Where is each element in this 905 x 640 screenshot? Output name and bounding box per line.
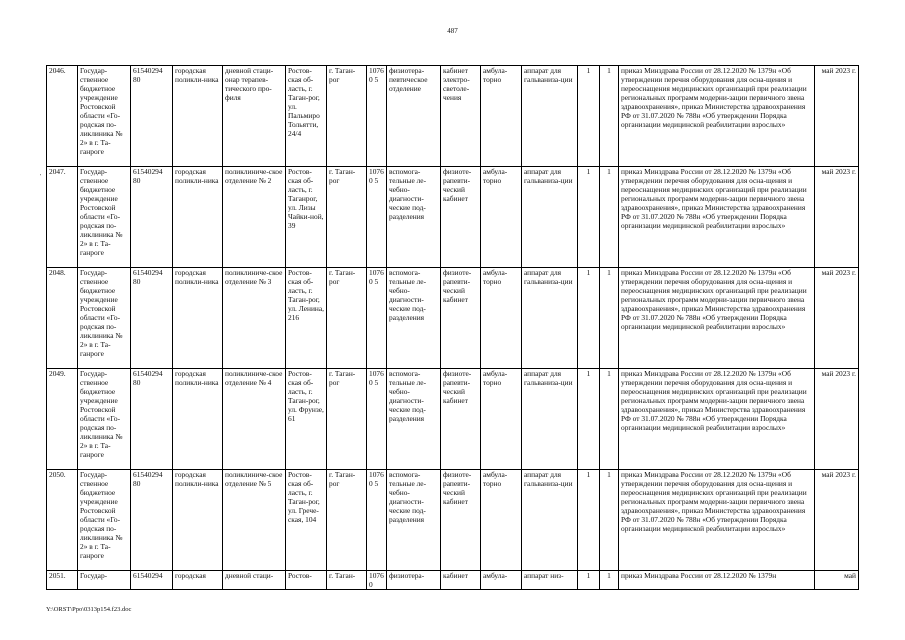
cell-conditions: амбула-торно <box>481 268 522 369</box>
cell-department: дневной стаци- <box>223 571 286 590</box>
cell-postal-code: 10760 5 <box>367 66 387 167</box>
cell-city: г. Таган-рог <box>327 268 367 369</box>
cell-postal-code: 10760 5 <box>367 369 387 470</box>
cell-department: поликлиниче-ское отделение № 2 <box>223 167 286 268</box>
cell-org-type: городская поликли-ника <box>173 470 223 571</box>
cell-date: май 2023 г. <box>815 369 859 470</box>
cell-conditions: амбула- <box>481 571 522 590</box>
page-number: 487 <box>447 27 458 35</box>
cell-row-number: 2049. <box>47 369 78 470</box>
table-row <box>47 470 859 571</box>
cell-legal-basis: приказ Минздрава России от 28.12.2020 № 1379н «Об утверждении перечня оборудования для осна-щения и переоснащения медицинских организаций при реализации региональных программ модерни-зации первичного звена здравоохранения», приказ Министерства здравоохранения РФ от 31.07.2020 № 788н «Об утверждении Порядка организации медицинской реабилитации взрослых» <box>619 369 815 470</box>
cell-city: г. Таган-рог <box>327 470 367 571</box>
cell-organization-name: Государ-ственное бюджетное учреждение Ростовской области «Го-родская по-ликлиника № 2» в г. Та-ганроге <box>78 470 131 571</box>
cell-postal-code: 10760 5 <box>367 167 387 268</box>
cell-address: Ростов-ская об-ласть, г. Таган-рог, ул. Фрунзе, 61 <box>286 369 327 470</box>
table-row <box>47 167 859 268</box>
cell-room: физиоте-рапевти-ческий кабинет <box>441 167 481 268</box>
cell-department: поликлиниче-ское отделение № 3 <box>223 268 286 369</box>
cell-date: май <box>815 571 859 590</box>
cell-room: физиоте-рапевти-ческий кабинет <box>441 369 481 470</box>
cell-room: кабинет <box>441 571 481 590</box>
cell-date: май 2023 г. <box>815 268 859 369</box>
cell-date: май 2023 г. <box>815 470 859 571</box>
table-row <box>47 66 859 167</box>
cell-unit: вспомога-тельные ле-чебно-диагности-ческие под-разделения <box>387 268 441 369</box>
cell-organization-name: Государ-ственное бюджетное учреждение Ростовской области «Го-родская по-ликлиника № 2» в г. Та-ганроге <box>78 369 131 470</box>
cell-conditions: амбула-торно <box>481 470 522 571</box>
cell-address: Ростов-ская об-ласть, г. Таган-рог, ул. Пальмиро Тольятти, 24/4 <box>286 66 327 167</box>
equipment-table <box>46 65 859 590</box>
cell-conditions: амбула-торно <box>481 66 522 167</box>
cell-organization-name: Государ-ственное бюджетное учреждение Ростовской области «Го-родская по-ликлиника № 2» в г. Та-ганроге <box>78 268 131 369</box>
cell-equipment: аппарат для гальваниза-ции <box>522 369 578 470</box>
cell-org-type: городская поликли-ника <box>173 268 223 369</box>
cell-quantity-1: 1 <box>578 66 600 167</box>
cell-org-type: городская поликли-ника <box>173 167 223 268</box>
cell-address: Ростов- <box>286 571 327 590</box>
cell-legal-basis: приказ Минздрава России от 28.12.2020 № 1379н <box>619 571 815 590</box>
cell-legal-basis: приказ Минздрава России от 28.12.2020 № 1379н «Об утверждении перечня оборудования для осна-щения и переоснащения медицинских организаций при реализации региональных программ модерни-зации первичного звена здравоохранения», приказ Министерства здравоохранения РФ от 31.07.2020 № 788н «Об утверждении Порядка организации медицинской реабилитации взрослых» <box>619 167 815 268</box>
cell-unit: вспомога-тельные ле-чебно-диагности-ческие под-разделения <box>387 470 441 571</box>
table-row <box>47 268 859 369</box>
cell-legal-basis: приказ Минздрава России от 28.12.2020 № 1379н «Об утверждении перечня оборудования для осна-щения и переоснащения медицинских организаций при реализации региональных программ модерни-зации первичного звена здравоохранения», приказ Министерства здравоохранения РФ от 31.07.2020 № 788н «Об утверждении Порядка организации медицинской реабилитации взрослых» <box>619 66 815 167</box>
cell-conditions: амбула-торно <box>481 369 522 470</box>
margin-mark: ' <box>40 174 42 180</box>
cell-row-number: 2047. <box>47 167 78 268</box>
cell-quantity-1: 1 <box>578 470 600 571</box>
cell-address: Ростов-ская об-ласть, г. Таган-рог, ул. Грече-ская, 104 <box>286 470 327 571</box>
cell-room: физиоте-рапевти-ческий кабинет <box>441 268 481 369</box>
cell-unit: вспомога-тельные ле-чебно-диагности-ческие под-разделения <box>387 369 441 470</box>
cell-org-type: городская поликли-ника <box>173 66 223 167</box>
cell-org-code: 61540294 80 <box>131 167 173 268</box>
cell-quantity-1: 1 <box>578 167 600 268</box>
cell-row-number: 2048. <box>47 268 78 369</box>
cell-unit: вспомога-тельные ле-чебно-диагности-ческие под-разделения <box>387 167 441 268</box>
cell-quantity-2: 1 <box>600 369 619 470</box>
cell-equipment: аппарат для гальваниза-ции <box>522 66 578 167</box>
cell-address: Ростов-ская об-ласть, г. Таган-рог, ул. Ленина, 216 <box>286 268 327 369</box>
cell-equipment: аппарат для гальваниза-ции <box>522 268 578 369</box>
cell-org-type: городская <box>173 571 223 590</box>
cell-org-type: городская поликли-ника <box>173 369 223 470</box>
cell-room: физиоте-рапевти-ческий кабинет <box>441 470 481 571</box>
cell-organization-name: Государ- <box>78 571 131 590</box>
cell-quantity-2: 1 <box>600 66 619 167</box>
cell-org-code: 61540294 80 <box>131 66 173 167</box>
table-row <box>47 369 859 470</box>
cell-city: г. Таган-рог <box>327 369 367 470</box>
cell-equipment: аппарат для гальваниза-ции <box>522 167 578 268</box>
cell-department: дневной стаци-онар терапев-тического про-филя <box>223 66 286 167</box>
cell-address: Ростов-ская об-ласть, г. Таганрог, ул. Лизы Чайки-ной, 39 <box>286 167 327 268</box>
cell-city: г. Таган- <box>327 571 367 590</box>
cell-equipment: аппарат низ- <box>522 571 578 590</box>
cell-room: кабинет электро-светоле-чения <box>441 66 481 167</box>
cell-conditions: амбула-торно <box>481 167 522 268</box>
cell-date: май 2023 г. <box>815 167 859 268</box>
cell-org-code: 61540294 80 <box>131 369 173 470</box>
cell-postal-code: 10760 5 <box>367 268 387 369</box>
cell-city: г. Таган-рог <box>327 66 367 167</box>
cell-organization-name: Государ-ственное бюджетное учреждение Ростовской области «Го-родская по-ликлиника № 2» в г. Та-ганроге <box>78 167 131 268</box>
cell-quantity-1: 1 <box>578 571 600 590</box>
cell-department: поликлиниче-ское отделение № 4 <box>223 369 286 470</box>
cell-quantity-1: 1 <box>578 268 600 369</box>
cell-quantity-2: 1 <box>600 571 619 590</box>
cell-date: май 2023 г. <box>815 66 859 167</box>
cell-quantity-2: 1 <box>600 268 619 369</box>
cell-org-code: 61540294 <box>131 571 173 590</box>
cell-department: поликлиниче-ское отделение № 5 <box>223 470 286 571</box>
cell-legal-basis: приказ Минздрава России от 28.12.2020 № 1379н «Об утверждении перечня оборудования для осна-щения и переоснащения медицинских организаций при реализации региональных программ модерни-зации первичного звена здравоохранения», приказ Министерства здравоохранения РФ от 31.07.2020 № 788н «Об утверждении Порядка организации медицинской реабилитации взрослых» <box>619 268 815 369</box>
cell-org-code: 61540294 80 <box>131 268 173 369</box>
cell-unit: физиотера- <box>387 571 441 590</box>
cell-row-number: 2051. <box>47 571 78 590</box>
table-row <box>47 571 859 590</box>
cell-org-code: 61540294 80 <box>131 470 173 571</box>
cell-organization-name: Государ-ственное бюджетное учреждение Ростовской области «Го-родская по-ликлиника № 2» в г. Та-ганроге <box>78 66 131 167</box>
cell-equipment: аппарат для гальваниза-ции <box>522 470 578 571</box>
footer-file-path: Y:\ORST\Ppo\0313p154.f23.doc <box>46 606 132 613</box>
cell-quantity-2: 1 <box>600 167 619 268</box>
cell-quantity-2: 1 <box>600 470 619 571</box>
cell-legal-basis: приказ Минздрава России от 28.12.2020 № 1379н «Об утверждении перечня оборудования для осна-щения и переоснащения медицинских организаций при реализации региональных программ модерни-зации первичного звена здравоохранения», приказ Министерства здравоохранения РФ от 31.07.2020 № 788н «Об утверждении Порядка организации медицинской реабилитации взрослых» <box>619 470 815 571</box>
cell-row-number: 2050. <box>47 470 78 571</box>
cell-quantity-1: 1 <box>578 369 600 470</box>
cell-city: г. Таган-рог <box>327 167 367 268</box>
cell-unit: физиотера-певтическое отделение <box>387 66 441 167</box>
cell-postal-code: 10760 <box>367 571 387 590</box>
cell-row-number: 2046. <box>47 66 78 167</box>
cell-postal-code: 10760 5 <box>367 470 387 571</box>
